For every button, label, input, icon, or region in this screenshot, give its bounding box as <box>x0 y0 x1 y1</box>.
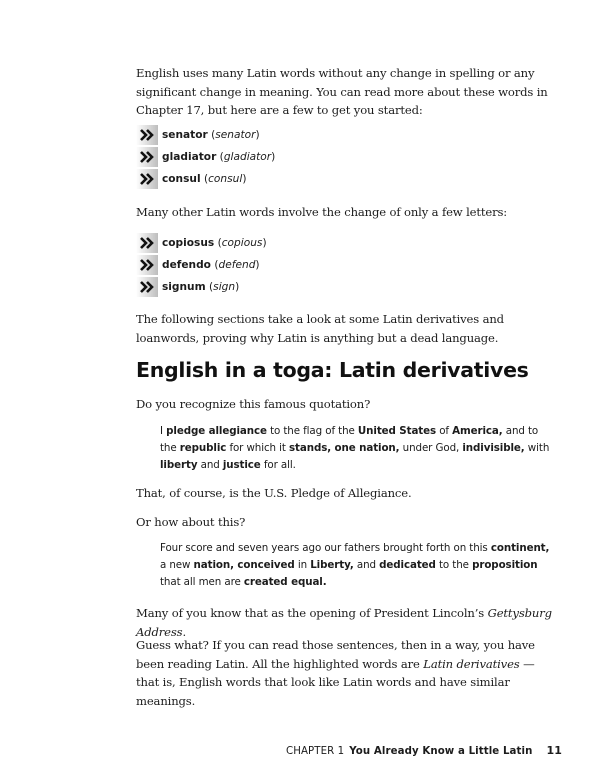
highlighted-derivative: indivisible, <box>462 442 525 454</box>
section-heading: English in a toga: Latin derivatives <box>136 358 529 382</box>
term-emphasis: Latin derivatives <box>423 656 520 671</box>
double-chevron-icon <box>138 150 156 164</box>
followup-question: Or how about this? <box>136 515 246 529</box>
highlighted-derivative: republic <box>179 442 227 454</box>
highlighted-derivative: justice <box>222 459 261 471</box>
chapter-title: You Already Know a Little Latin <box>349 746 533 757</box>
intro-paragraph: English uses many Latin words without any change in spelling or any significant change in meaning. You can read more about these words in Chapter 17, but here are a few to get you started: <box>136 66 548 117</box>
changed-letters-paragraph: Many other Latin words involve the change of only a few letters: <box>136 205 508 219</box>
sections-intro-paragraph: The following sections take a look at some Latin derivatives and loanwords, proving why Latin is anything but a dead language. <box>136 312 504 345</box>
lincoln-paragraph: Many of you know that as the opening of President Lincoln’s Gettysburg Address. <box>136 606 552 639</box>
highlighted-derivative: continent, <box>490 542 550 554</box>
gettysburg-quote: Four score and seven years ago our fathers brought forth on this continent, a new nation, conceived in Liberty, and dedicated to the proposition that all men are created equal. <box>160 542 550 588</box>
double-chevron-icon <box>138 236 156 250</box>
double-chevron-icon <box>138 172 156 186</box>
bullet-list-unchanged <box>136 124 275 190</box>
highlighted-derivative: stands, one nation, <box>289 442 400 454</box>
quotation-question: Do you recognize this famous quotation? <box>136 397 371 411</box>
english-gloss: copious <box>221 237 263 249</box>
pledge-quote: I pledge allegiance to the flag of the United States of America, and to the republic for which it stands, one nation, under God, indivisible, with liberty and justice for all. <box>160 425 550 471</box>
highlighted-derivative: nation, conceived <box>193 559 295 571</box>
list-item: copiosus ( copious ) <box>136 232 267 254</box>
double-chevron-icon <box>138 280 156 294</box>
highlighted-derivative: pledge allegiance <box>166 425 267 437</box>
pledge-note: That, of course, is the U.S. Pledge of Allegiance. <box>136 486 412 500</box>
latin-term: copiosus <box>162 237 215 249</box>
latin-term: consul <box>162 173 201 185</box>
english-gloss: senator <box>215 129 256 141</box>
english-gloss: sign <box>213 281 236 293</box>
list-item: senator ( senator ) <box>136 124 275 146</box>
english-gloss: gladiator <box>223 151 272 163</box>
chapter-label: CHAPTER 1 <box>286 746 345 757</box>
list-item: defendo ( defend ) <box>136 254 267 276</box>
latin-term: gladiator <box>162 151 217 163</box>
list-item: consul ( consul ) <box>136 168 275 190</box>
list-item: gladiator ( gladiator ) <box>136 146 275 168</box>
highlighted-derivative: Liberty, <box>310 559 354 571</box>
page-number: 11 <box>546 744 562 757</box>
bullet-list-changed <box>136 232 267 298</box>
list-item: signum ( sign ) <box>136 276 267 298</box>
work-title: Gettysburg Address <box>136 606 552 639</box>
latin-term: senator <box>162 129 208 141</box>
page-footer <box>286 744 562 757</box>
highlighted-derivative: liberty <box>160 459 198 471</box>
highlighted-derivative: America, <box>452 425 503 437</box>
highlighted-derivative: United States <box>357 425 437 437</box>
double-chevron-icon <box>138 128 156 142</box>
latin-term: defendo <box>162 259 211 271</box>
highlighted-derivative: created equal. <box>243 576 327 588</box>
highlighted-derivative: dedicated <box>379 559 436 571</box>
latin-term: signum <box>162 281 206 293</box>
double-chevron-icon <box>138 258 156 272</box>
highlighted-derivative: proposition <box>472 559 538 571</box>
conclusion-paragraph: Guess what? If you can read those sentences, then in a way, you have been reading Latin. All the highlighted words are Latin derivatives — that is, English words that look like Latin words and have similar meanings. <box>136 638 535 708</box>
english-gloss: consul <box>208 173 243 185</box>
english-gloss: defend <box>218 259 256 271</box>
